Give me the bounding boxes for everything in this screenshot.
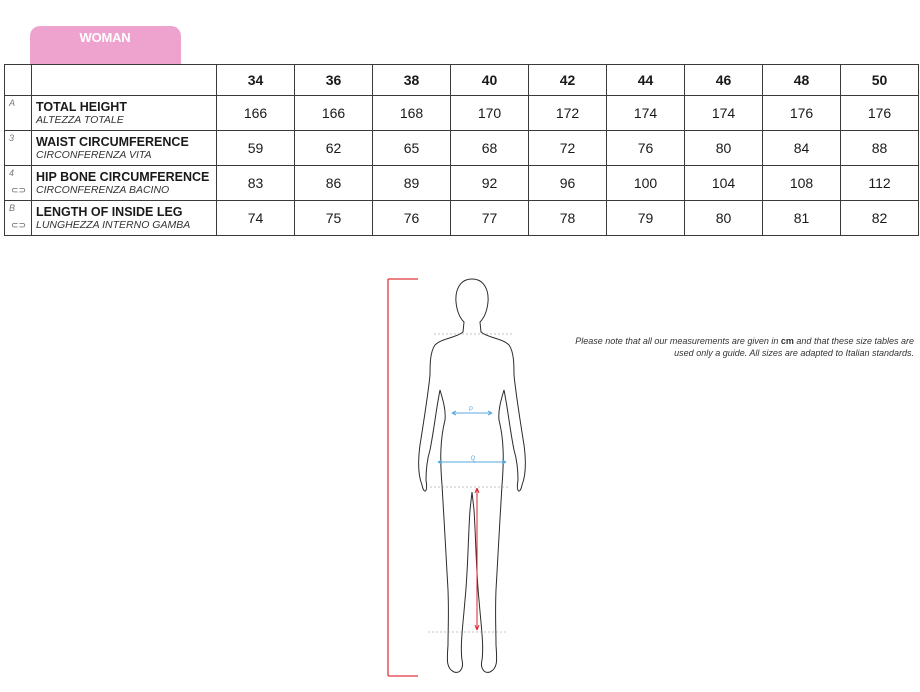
row-label: LENGTH OF INSIDE LEG (36, 205, 183, 219)
row-label: WAIST CIRCUMFERENCE (36, 135, 189, 149)
woman-tab[interactable] (30, 26, 181, 64)
row-label-italian: CIRCONFERENZA VITA (36, 149, 152, 161)
body-measurement-figure (380, 270, 540, 680)
note-text-before: Please note that all our measurements are given in (575, 336, 781, 346)
table-cell: 170 (451, 96, 529, 131)
table-cell: 88 (841, 131, 919, 166)
table-cell: 74 (217, 201, 295, 236)
table-cell: 112 (841, 166, 919, 201)
row-label: TOTAL HEIGHT (36, 100, 127, 114)
table-cell: 104 (685, 166, 763, 201)
row-code-cell (5, 201, 32, 236)
body-outline (419, 279, 526, 672)
row-code-cell (5, 166, 32, 201)
tape-measure-icon: ⊂⊃ (11, 220, 27, 230)
woman-tab-label: WOMAN (79, 30, 131, 45)
table-cell: 100 (607, 166, 685, 201)
row-code: 3 (9, 133, 15, 143)
note-unit: cm (780, 336, 794, 346)
size-header: 38 (373, 65, 451, 96)
row-label: HIP BONE CIRCUMFERENCE (36, 170, 210, 184)
row-label-cell (32, 131, 217, 166)
row-code: A (9, 98, 16, 108)
table-cell: 81 (763, 201, 841, 236)
row-label-italian: ALTEZZA TOTALE (36, 114, 124, 126)
table-cell: 77 (451, 201, 529, 236)
table-cell: 86 (295, 166, 373, 201)
size-table (4, 64, 919, 236)
table-row-total-height (5, 96, 919, 131)
table-cell: 79 (607, 201, 685, 236)
table-cell: 80 (685, 131, 763, 166)
table-cell: 76 (607, 131, 685, 166)
size-header-row (5, 65, 919, 96)
row-code-cell (5, 96, 32, 131)
table-cell: 166 (217, 96, 295, 131)
table-cell: 174 (685, 96, 763, 131)
table-cell: 168 (373, 96, 451, 131)
table-row-hip-bone (5, 166, 919, 201)
table-cell: 176 (763, 96, 841, 131)
header-blank-label (32, 65, 217, 96)
table-cell: 82 (841, 201, 919, 236)
row-code-cell (5, 131, 32, 166)
header-blank-code (5, 65, 32, 96)
table-cell: 65 (373, 131, 451, 166)
table-cell: 68 (451, 131, 529, 166)
table-cell: 166 (295, 96, 373, 131)
table-cell: 83 (217, 166, 295, 201)
table-cell: 75 (295, 201, 373, 236)
size-header: 36 (295, 65, 373, 96)
table-cell: 89 (373, 166, 451, 201)
row-code: 4 (9, 168, 15, 178)
measurement-note (560, 335, 914, 359)
size-header: 42 (529, 65, 607, 96)
size-header: 46 (685, 65, 763, 96)
total-height-bracket (388, 279, 418, 676)
table-cell: 84 (763, 131, 841, 166)
row-label-cell (32, 166, 217, 201)
waist-marker: P (468, 407, 474, 413)
row-label-italian: LUNGHEZZA INTERNO GAMBA (36, 219, 191, 231)
size-header: 48 (763, 65, 841, 96)
row-label-cell (32, 96, 217, 131)
row-label-cell (32, 201, 217, 236)
table-cell: 174 (607, 96, 685, 131)
table-cell: 108 (763, 166, 841, 201)
table-cell: 76 (373, 201, 451, 236)
hip-marker: Q (470, 456, 476, 462)
table-cell: 62 (295, 131, 373, 166)
table-cell: 172 (529, 96, 607, 131)
row-code: B (9, 203, 16, 213)
table-row-waist (5, 131, 919, 166)
size-header: 34 (217, 65, 295, 96)
table-cell: 59 (217, 131, 295, 166)
size-header: 50 (841, 65, 919, 96)
tape-measure-icon: ⊂⊃ (11, 185, 27, 195)
table-row-inside-leg (5, 201, 919, 236)
note-text-after: and that these size tables are used only a guide. All sizes are adapted to Italian standards. (674, 336, 914, 358)
table-cell: 96 (529, 166, 607, 201)
table-cell: 176 (841, 96, 919, 131)
table-cell: 80 (685, 201, 763, 236)
row-label-italian: CIRCONFERENZA BACINO (36, 184, 170, 196)
table-cell: 78 (529, 201, 607, 236)
table-cell: 92 (451, 166, 529, 201)
size-header: 40 (451, 65, 529, 96)
table-cell: 72 (529, 131, 607, 166)
size-header: 44 (607, 65, 685, 96)
